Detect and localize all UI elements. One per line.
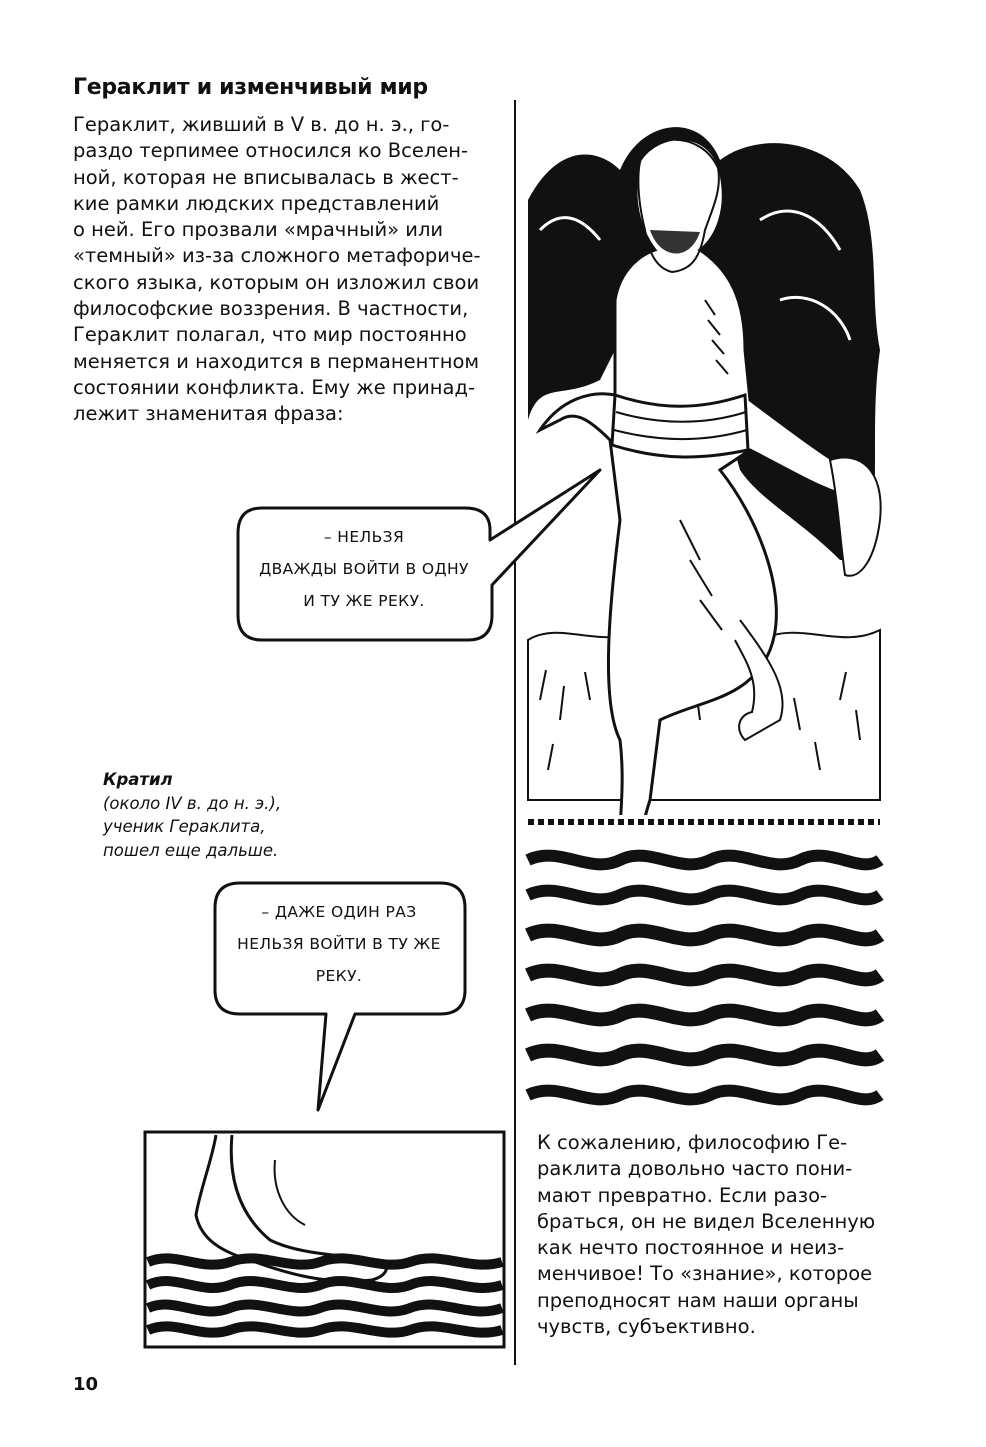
quote-line: ДВАЖДЫ ВОЙТИ В ОДНУ (259, 560, 469, 578)
closing-line: К сожалению, философию Ге- (537, 1131, 848, 1154)
kratil-caption (103, 768, 343, 862)
intro-line: философские воззрения. В частности, (73, 297, 469, 321)
caption-line: (около IV в. до н. э.), (103, 793, 282, 813)
heraclitus-quote (248, 521, 480, 617)
page-number: 10 (73, 1374, 99, 1395)
caption-line: ученик Гераклита, (103, 817, 266, 836)
kratil-quote (224, 896, 454, 992)
closing-line: браться, он не видел Вселенную (537, 1209, 876, 1233)
closing-line: раклита довольно часто пони- (537, 1157, 853, 1181)
intro-line: «темный» из-за сложного метафориче- (73, 244, 481, 268)
closing-line: менчивое! То «знание», которое (537, 1262, 873, 1286)
section-heading: Гераклит и изменчивый мир (73, 75, 428, 100)
closing-line: чувств, субъективно. (537, 1315, 756, 1339)
closing-line: как нечто постоянное и неиз- (537, 1236, 845, 1260)
quote-line: РЕКУ. (315, 967, 363, 985)
intro-line: Гераклит полагал, что мир постоянно (73, 323, 467, 347)
foot-in-water-panel (145, 1132, 504, 1347)
quote-line: И ТУ ЖЕ РЕКУ. (303, 592, 425, 610)
intro-line: состоянии конфликта. Ему же принад- (73, 375, 475, 399)
river-illustration (528, 815, 880, 1115)
intro-line: ского языка, которым он изложил свои (73, 270, 480, 294)
intro-line: лежит знаменитая фраза: (73, 402, 344, 426)
quote-line: – НЕЛЬЗЯ (323, 528, 405, 546)
intro-line: кие рамки людских представлений (73, 191, 440, 215)
heraclitus-illustration (528, 127, 881, 860)
closing-line: мают превратно. Если разо- (537, 1183, 828, 1207)
quote-line: НЕЛЬЗЯ ВОЙТИ В ТУ ЖЕ (237, 935, 441, 953)
intro-paragraph (73, 112, 493, 428)
caption-line: пошел еще дальше. (103, 840, 279, 860)
intro-line: Гераклит, живший в V в. до н. э., го- (73, 113, 450, 136)
intro-line: ной, которая не вписывалась в жест- (73, 165, 459, 189)
intro-line: меняется и находится в перманентном (73, 349, 480, 373)
closing-paragraph (537, 1130, 937, 1340)
closing-line: преподносят нам наши органы (537, 1288, 859, 1312)
quote-line: – ДАЖЕ ОДИН РАЗ (261, 903, 417, 921)
intro-line: о ней. Его прозвали «мрачный» или (73, 218, 444, 242)
intro-line: раздо терпимее относился ко Вселен- (73, 139, 469, 163)
caption-name: Кратил (103, 770, 173, 789)
